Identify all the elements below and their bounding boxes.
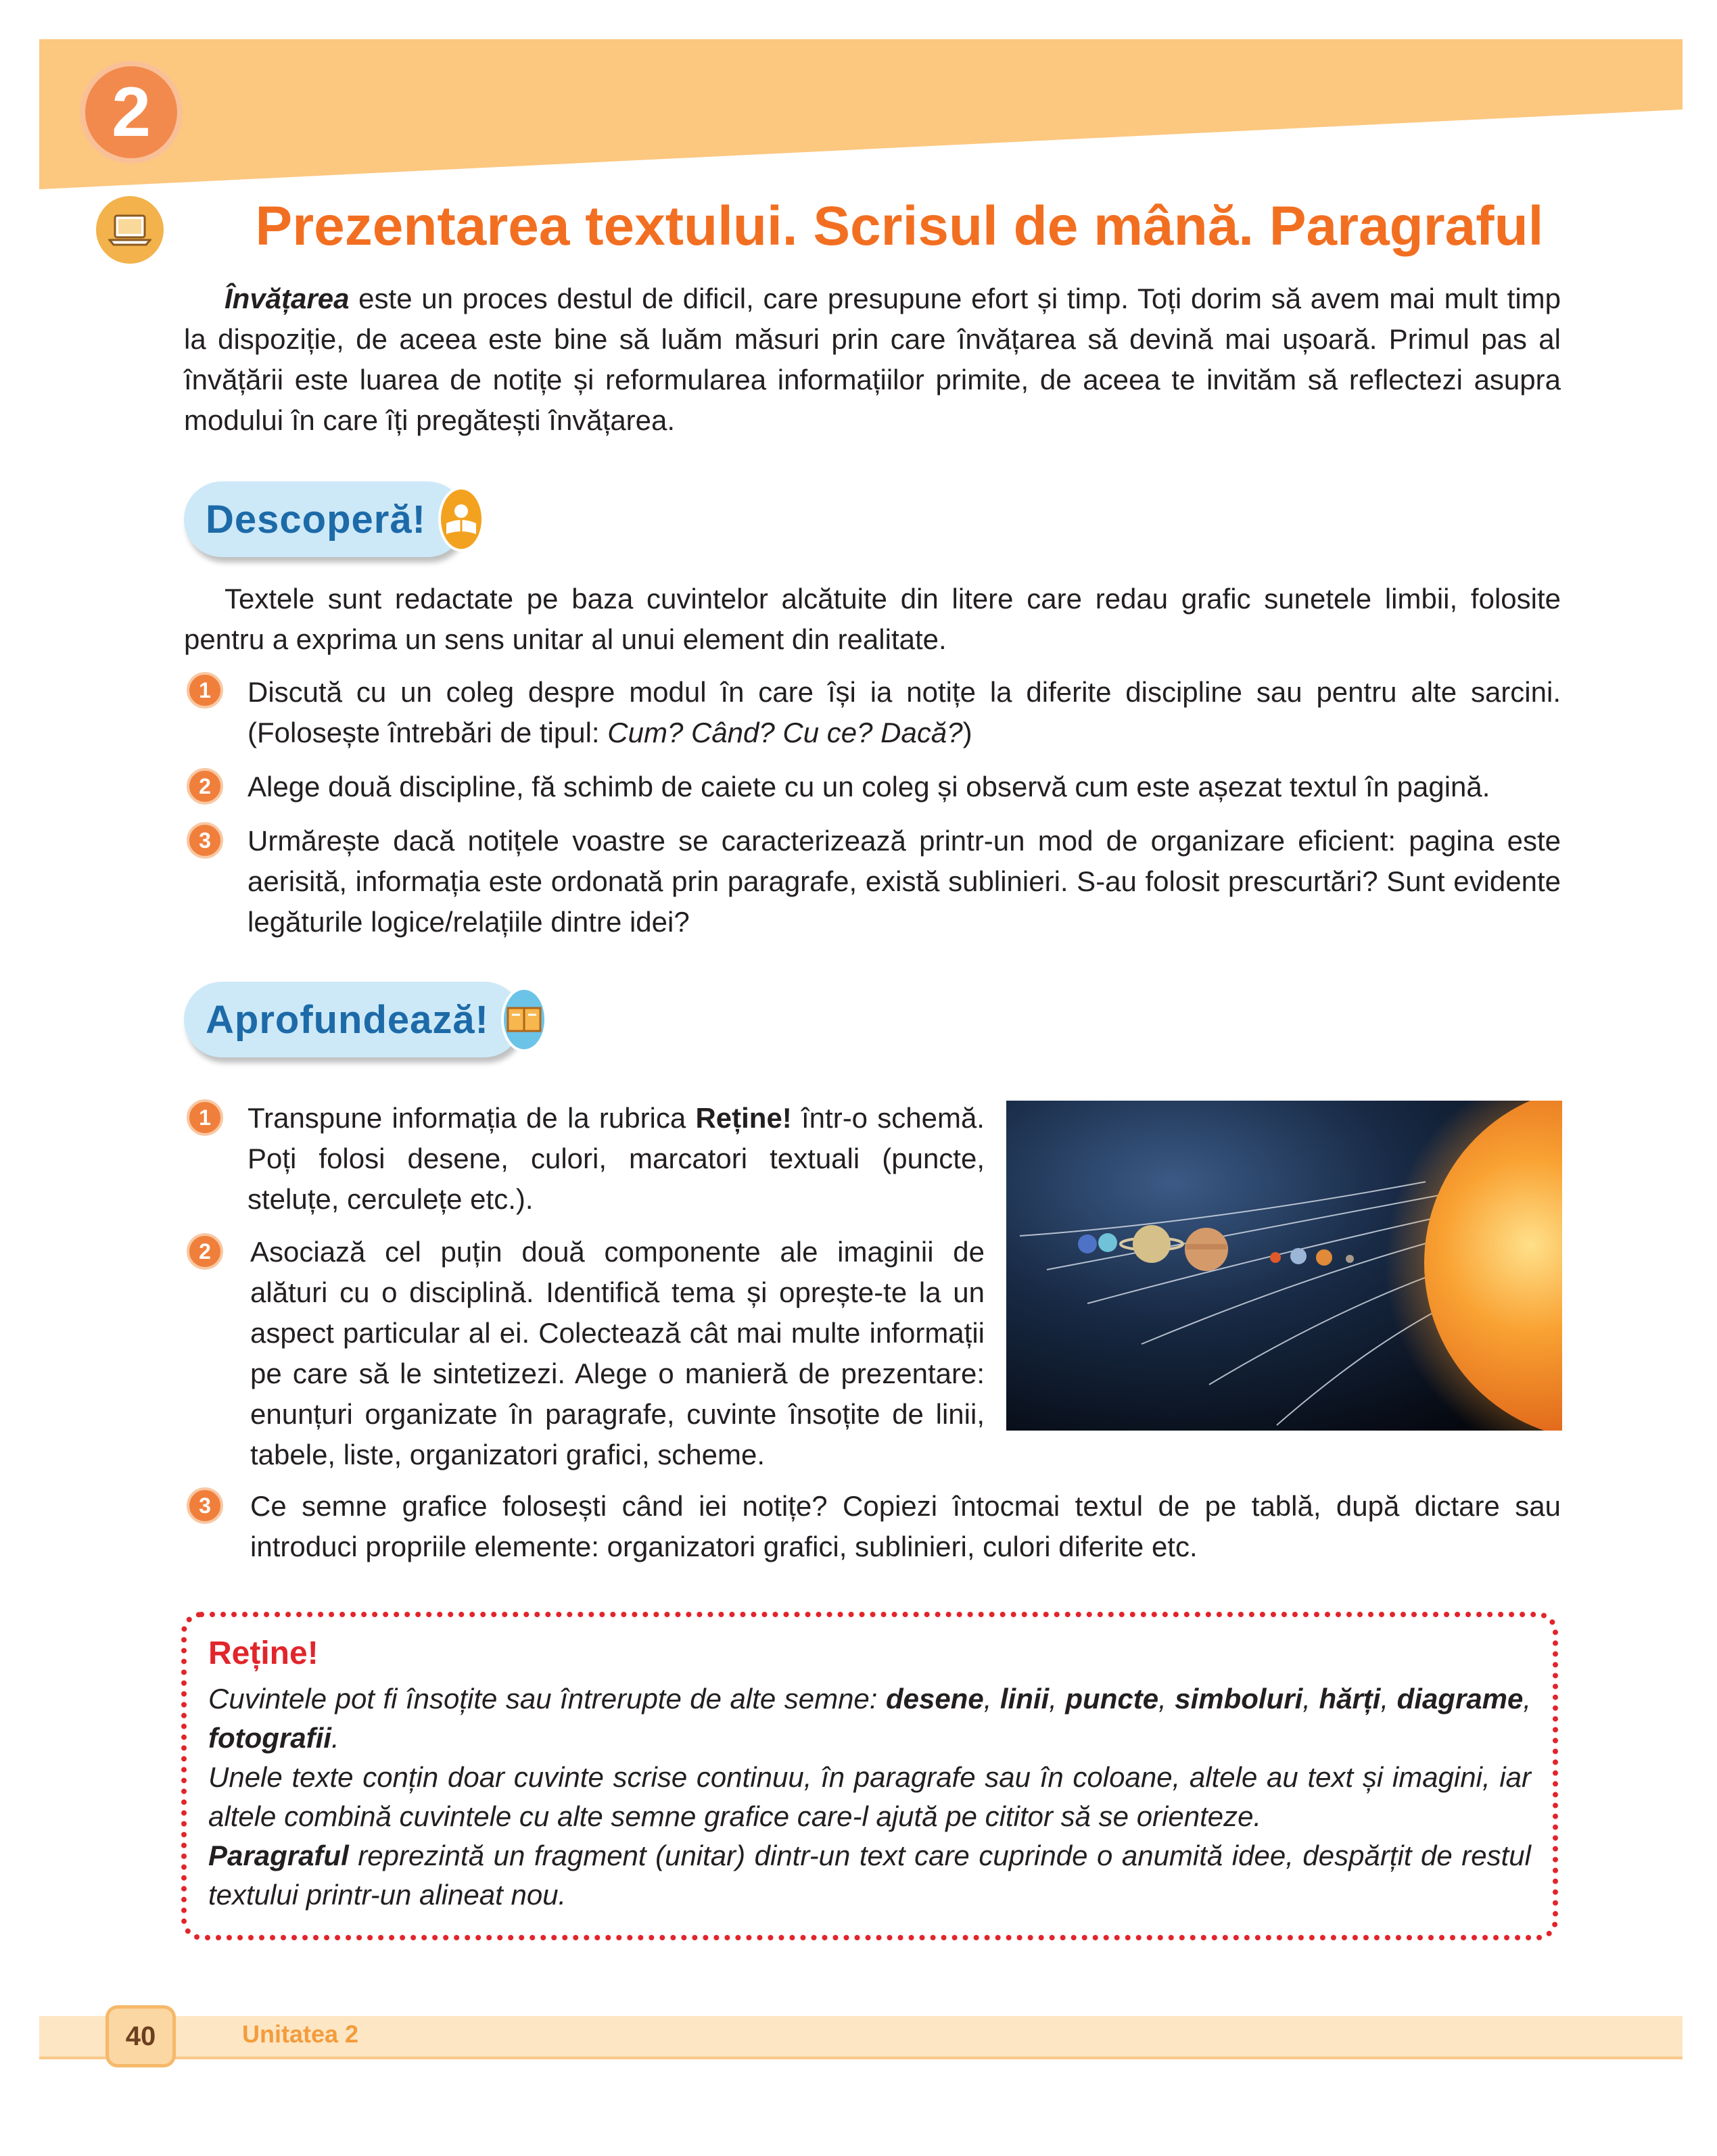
- section-label: Aprofundează!: [206, 997, 489, 1042]
- intro-lead-term: Învățarea: [225, 283, 350, 314]
- page-title: Prezentarea textului. Scrisul de mână. Paragraful: [255, 195, 1544, 257]
- item-number-badge: 1: [187, 1099, 223, 1136]
- retine-paragraph-1: Cuvintele pot fi însoțite sau întrerupte de alte semne: desene, linii, puncte, simboluri, hărți, diagrame, fotografii.: [208, 1683, 1532, 1754]
- item-number-badge: 1: [187, 672, 223, 709]
- header-band: [39, 39, 1683, 189]
- section-heading-aprofundeaza: [184, 982, 522, 1057]
- section-label: Descoperă!: [206, 497, 426, 542]
- unit-label: Unitatea 2: [242, 2020, 359, 2048]
- retine-reference: Reține!: [695, 1102, 792, 1134]
- item-number-badge: 3: [187, 1487, 223, 1524]
- unit-number-badge: [80, 61, 183, 164]
- item-number-badge: 2: [187, 1233, 223, 1270]
- page-number: 40: [105, 2005, 176, 2067]
- item-number-badge: 2: [187, 768, 223, 805]
- retine-paragraph-2: Unele texte conțin doar cuvinte scrise continuu, în paragrafe sau în coloane, altele au text și imagini, iar altele combină cuvintele cu alte semne grafice care-l ajută pe cititor să se orienteze.: [208, 1761, 1531, 1832]
- item-number-badge: 3: [187, 822, 223, 859]
- solar-system-image: [1006, 1101, 1562, 1431]
- descopera-item-1: Discută cu un coleg despre modul în care își ia notițe la diferite discipline sau pentru alte sarcini. (Folosește întrebări de tipul: Cum? Când? Cu ce? Dacă?): [248, 676, 1561, 748]
- retine-body: [208, 1679, 1531, 1915]
- laptop-icon: [96, 196, 164, 264]
- question-examples: Cum? Când? Cu ce? Dacă?: [607, 717, 963, 748]
- book-icon: [501, 987, 547, 1052]
- retine-title: Reține!: [208, 1635, 319, 1671]
- descopera-item-3: Urmărește dacă notițele voastre se caracterizează printr-un mod de organizare eficient: pagina este aerisită, informația este ordonată prin paragrafe, există sublinieri. S-au folosit prescurtări? Sunt evidente legăturile logice/relațiile dintre idei?: [248, 825, 1561, 938]
- reading-child-icon: [438, 487, 484, 552]
- aprofundeaza-item-2: Asociază cel puțin două componente ale imaginii de alături cu o disciplină. Identifică tema și oprește-te la un aspect particular al ei. Colectează cât mai multe informații pe care să le sintetizezi. Alege o manieră de prezentare: enunțuri organizate în paragrafe, cuvinte însoțite de linii, tabele, liste, organizatori grafici, scheme.: [250, 1236, 985, 1470]
- retine-paragraph-3: Paragraful reprezintă un fragment (unitar) dintr-un text care cuprinde o anumită idee, despărțit de restul textului printr-un alineat nou.: [208, 1840, 1531, 1911]
- unit-number: 2: [112, 72, 151, 151]
- intro-paragraph: [184, 279, 1561, 441]
- descopera-paragraph: Textele sunt redactate pe baza cuvintelor alcătuite din litere care redau grafic sunetele limbii, folosite pentru a exprima un sens unitar al unui element din realitate.: [184, 583, 1561, 655]
- intro-text: este un proces destul de dificil, care presupune efort și timp. Toți dorim să avem mai mult timp la dispoziție, de aceea este bine să luăm măsuri prin care învățarea să devină mai ușoară. Primul pas al învățării este luarea de notițe și reformularea informațiilor primite, de aceea te invităm să reflectezi asupra modului în care îți pregătești învățarea.: [184, 283, 1561, 436]
- descopera-item-2: Alege două discipline, fă schimb de caiete cu un coleg și observă cum este așezat textul în pagină.: [248, 771, 1490, 802]
- aprofundeaza-item-1: Transpune informația de la rubrica Reține! într-o schemă. Poți folosi desene, culori, marcatori textuali (puncte, steluțe, cerculețe etc.).: [248, 1102, 985, 1215]
- footer-divider: [39, 2057, 1683, 2059]
- aprofundeaza-item-3: Ce semne grafice folosești când iei notițe? Copiezi întocmai textul de pe tablă, după dictare sau introduci propriile elemente: organizatori grafici, sublinieri, culori diferite etc.: [250, 1490, 1561, 1562]
- section-heading-descopera: [184, 481, 465, 557]
